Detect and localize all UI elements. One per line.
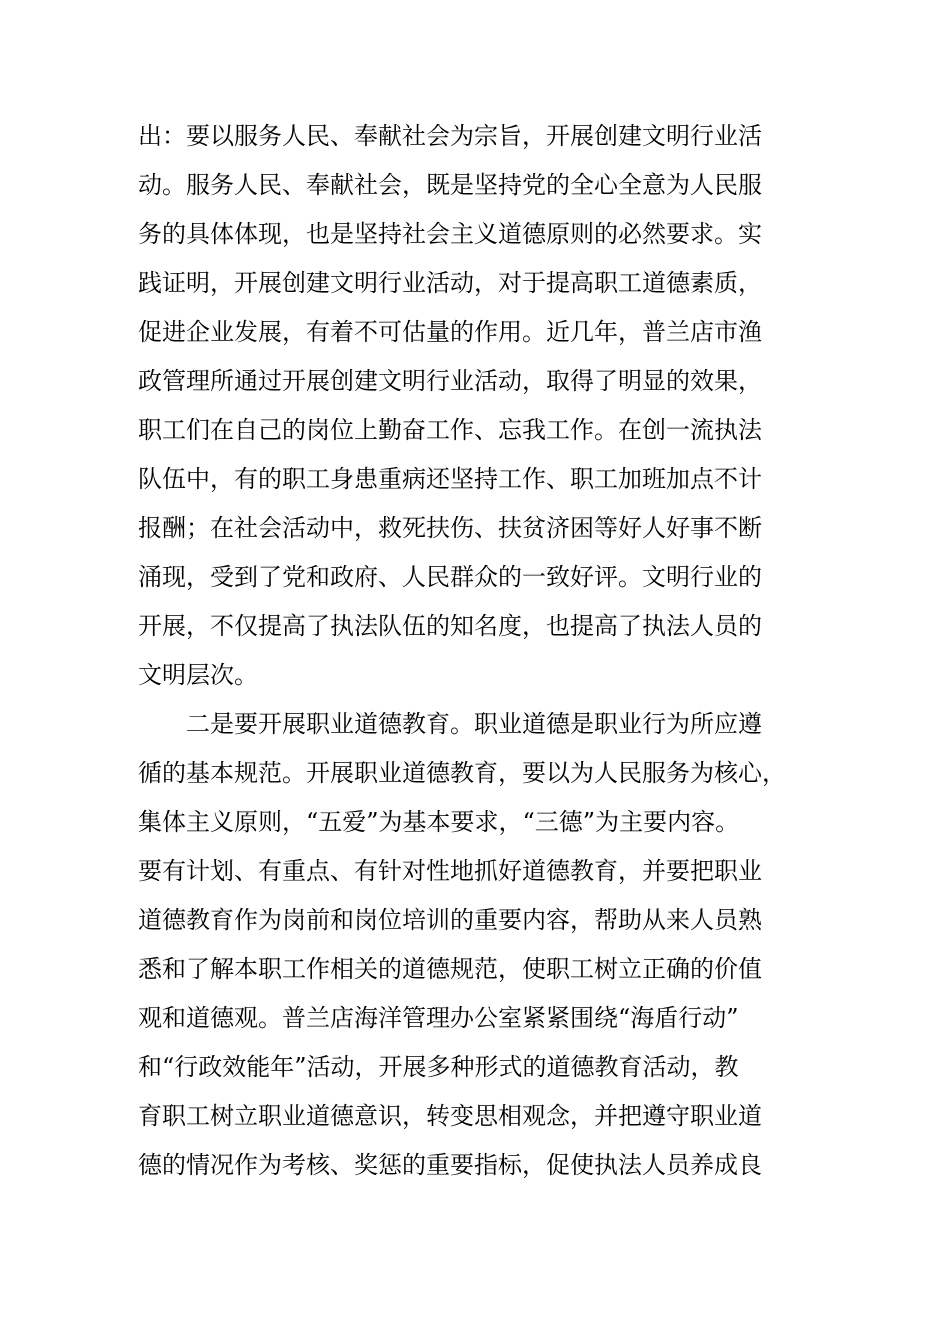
- document-body: [138, 112, 818, 1190]
- text-line: 观和道德观。普兰店海洋管理办公室紧紧围绕“海盾行动”: [138, 1004, 739, 1032]
- text-line: 政管理所通过开展创建文明行业活动，取得了明显的效果，: [138, 367, 762, 395]
- text-line: 集体主义原则，“五爱”为基本要求，“三德”为主要内容。: [138, 808, 740, 836]
- text-line: 职工们在自己的岗位上勤奋工作、忘我工作。在创一流执法: [138, 416, 762, 444]
- text-line: 队伍中，有的职工身患重病还坚持工作、职工加班加点不计: [138, 465, 762, 493]
- text-line: 出：要以服务人民、奉献社会为宗旨，开展创建文明行业活: [138, 122, 762, 150]
- text-line: 动。服务人民、奉献社会，既是坚持党的全心全意为人民服: [138, 171, 762, 199]
- text-line: 道德教育作为岗前和岗位培训的重要内容，帮助从来人员熟: [138, 906, 762, 934]
- text-line: 育职工树立职业道德意识，转变思相观念，并把遵守职业道: [138, 1102, 762, 1130]
- text-line: 促进企业发展，有着不可估量的作用。近几年，普兰店市渔: [138, 318, 762, 346]
- text-line: 悉和了解本职工作相关的道德规范，使职工树立正确的价值: [138, 955, 762, 983]
- text-line: 开展，不仅提高了执法队伍的知名度，也提高了执法人员的: [138, 612, 762, 640]
- paragraph-start-line: 二是要开展职业道德教育。职业道德是职业行为所应遵: [186, 710, 762, 738]
- text-line: 德的情况作为考核、奖惩的重要指标，促使执法人员养成良: [138, 1151, 762, 1179]
- text-line: 涌现，受到了党和政府、人民群众的一致好评。文明行业的: [138, 563, 762, 591]
- text-line: 和“行政效能年”活动，开展多种形式的道德教育活动，教: [138, 1053, 739, 1081]
- text-line: 务的具体体现，也是坚持社会主义道德原则的必然要求。实: [138, 220, 762, 248]
- text-line: 要有计划、有重点、有针对性地抓好道德教育，并要把职业: [138, 857, 762, 885]
- text-line: 文明层次。: [138, 661, 258, 689]
- text-line: 践证明，开展创建文明行业活动，对于提高职工道德素质，: [138, 269, 762, 297]
- text-line: 循的基本规范。开展职业道德教育，要以为人民服务为核心，: [138, 759, 786, 787]
- text-line: 报酬；在社会活动中，救死扶伤、扶贫济困等好人好事不断: [138, 514, 762, 542]
